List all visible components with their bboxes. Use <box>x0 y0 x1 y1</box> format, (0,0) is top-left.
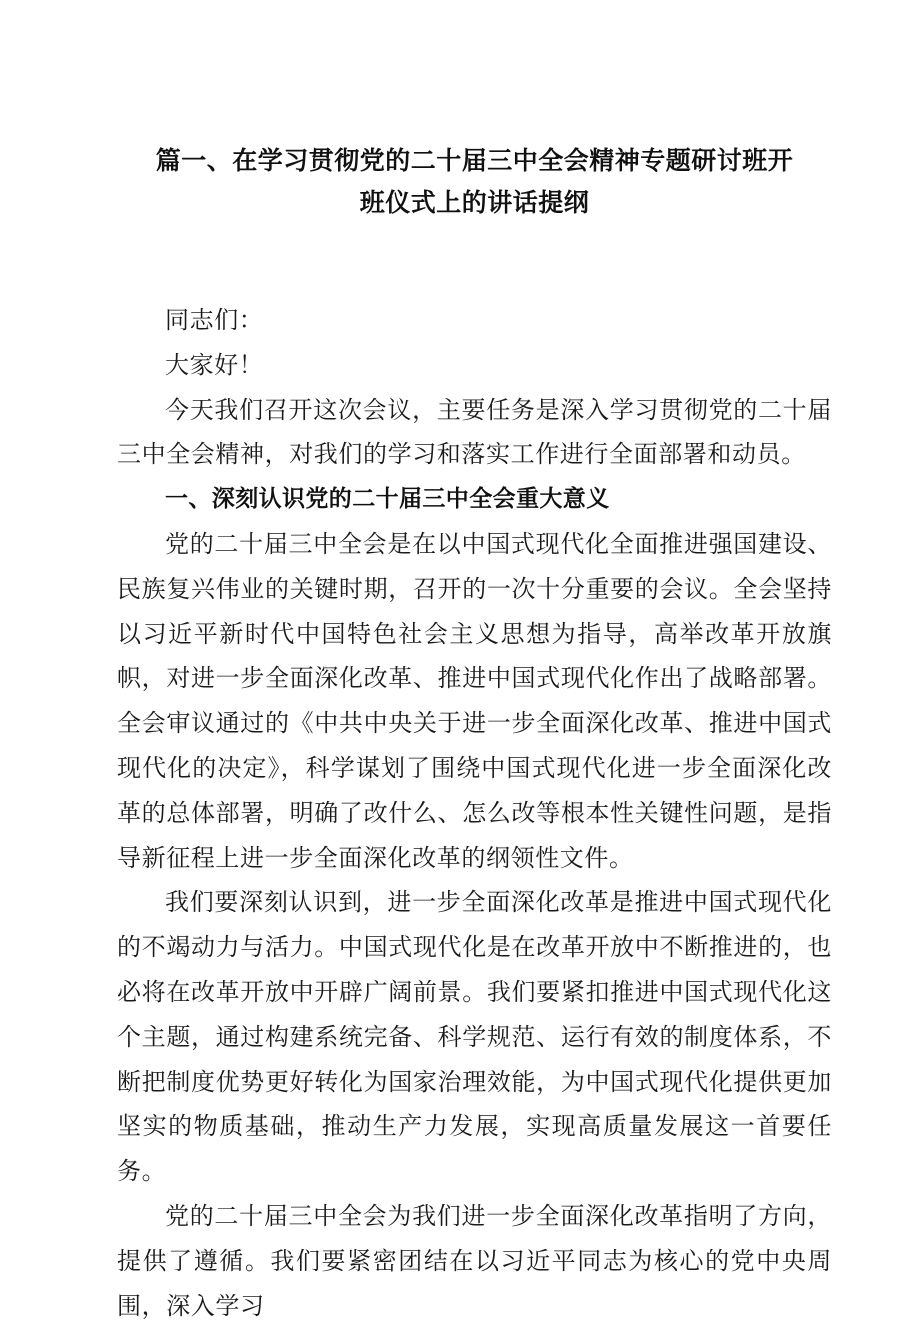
intro-paragraph: 今天我们召开这次会议，主要任务是深入学习贯彻党的二十届三中全会精神，对我们的学习和落实工作进行全面部署和动员。 <box>117 395 832 469</box>
greeting: 大家好！ <box>165 350 264 379</box>
title-line-1: 篇一、在学习贯彻党的二十届三中全会精神专题研讨班开 <box>155 146 794 175</box>
salutation: 同志们： <box>165 306 264 334</box>
body-paragraph: 我们要深刻认识到，进一步全面深化改革是推进中国式现代化的不竭动力与活力。中国式现代化是在改革开放中不断推进的，也必将在改革开放中开辟广阔前景。我们要紧扣推进中国式现代化这个主题，通过构建系统完备、科学规范、运行有效的制度体系，不断把制度优势更好转化为国家治理效能，为中国式现代化提供更加坚实的物质基础，推动生产力发展，实现高质量发展这一首要任务。 <box>117 888 832 1186</box>
document-title <box>117 140 832 224</box>
document-body <box>117 298 832 1328</box>
section-heading-1: 一、深刻认识党的二十届三中全会重大意义 <box>165 486 610 513</box>
body-paragraph: 党的二十届三中全会是在以中国式现代化全面推进强国建设、民族复兴伟业的关键时期，召开的一次十分重要的会议。全会坚持以习近平新时代中国特色社会主义思想为指导，高举改革开放旗帜，对进一步全面深化改革、推进中国式现代化作出了战略部署。全会审议通过的《中共中央关于进一步全面深化改革、推进中国式现代化的决定》，科学谋划了围绕中国式现代化进一步全面深化改革的总体部署，明确了改什么、怎么改等根本性关键性问题，是指导新征程上进一步全面深化改革的纲领性文件。 <box>117 529 832 872</box>
body-paragraph: 党的二十届三中全会为我们进一步全面深化改革指明了方向，提供了遵循。我们要紧密团结在以习近平同志为核心的党中央周围，深入学习 <box>117 1201 832 1320</box>
title-line-2: 班仪式上的讲话提纲 <box>359 188 590 217</box>
